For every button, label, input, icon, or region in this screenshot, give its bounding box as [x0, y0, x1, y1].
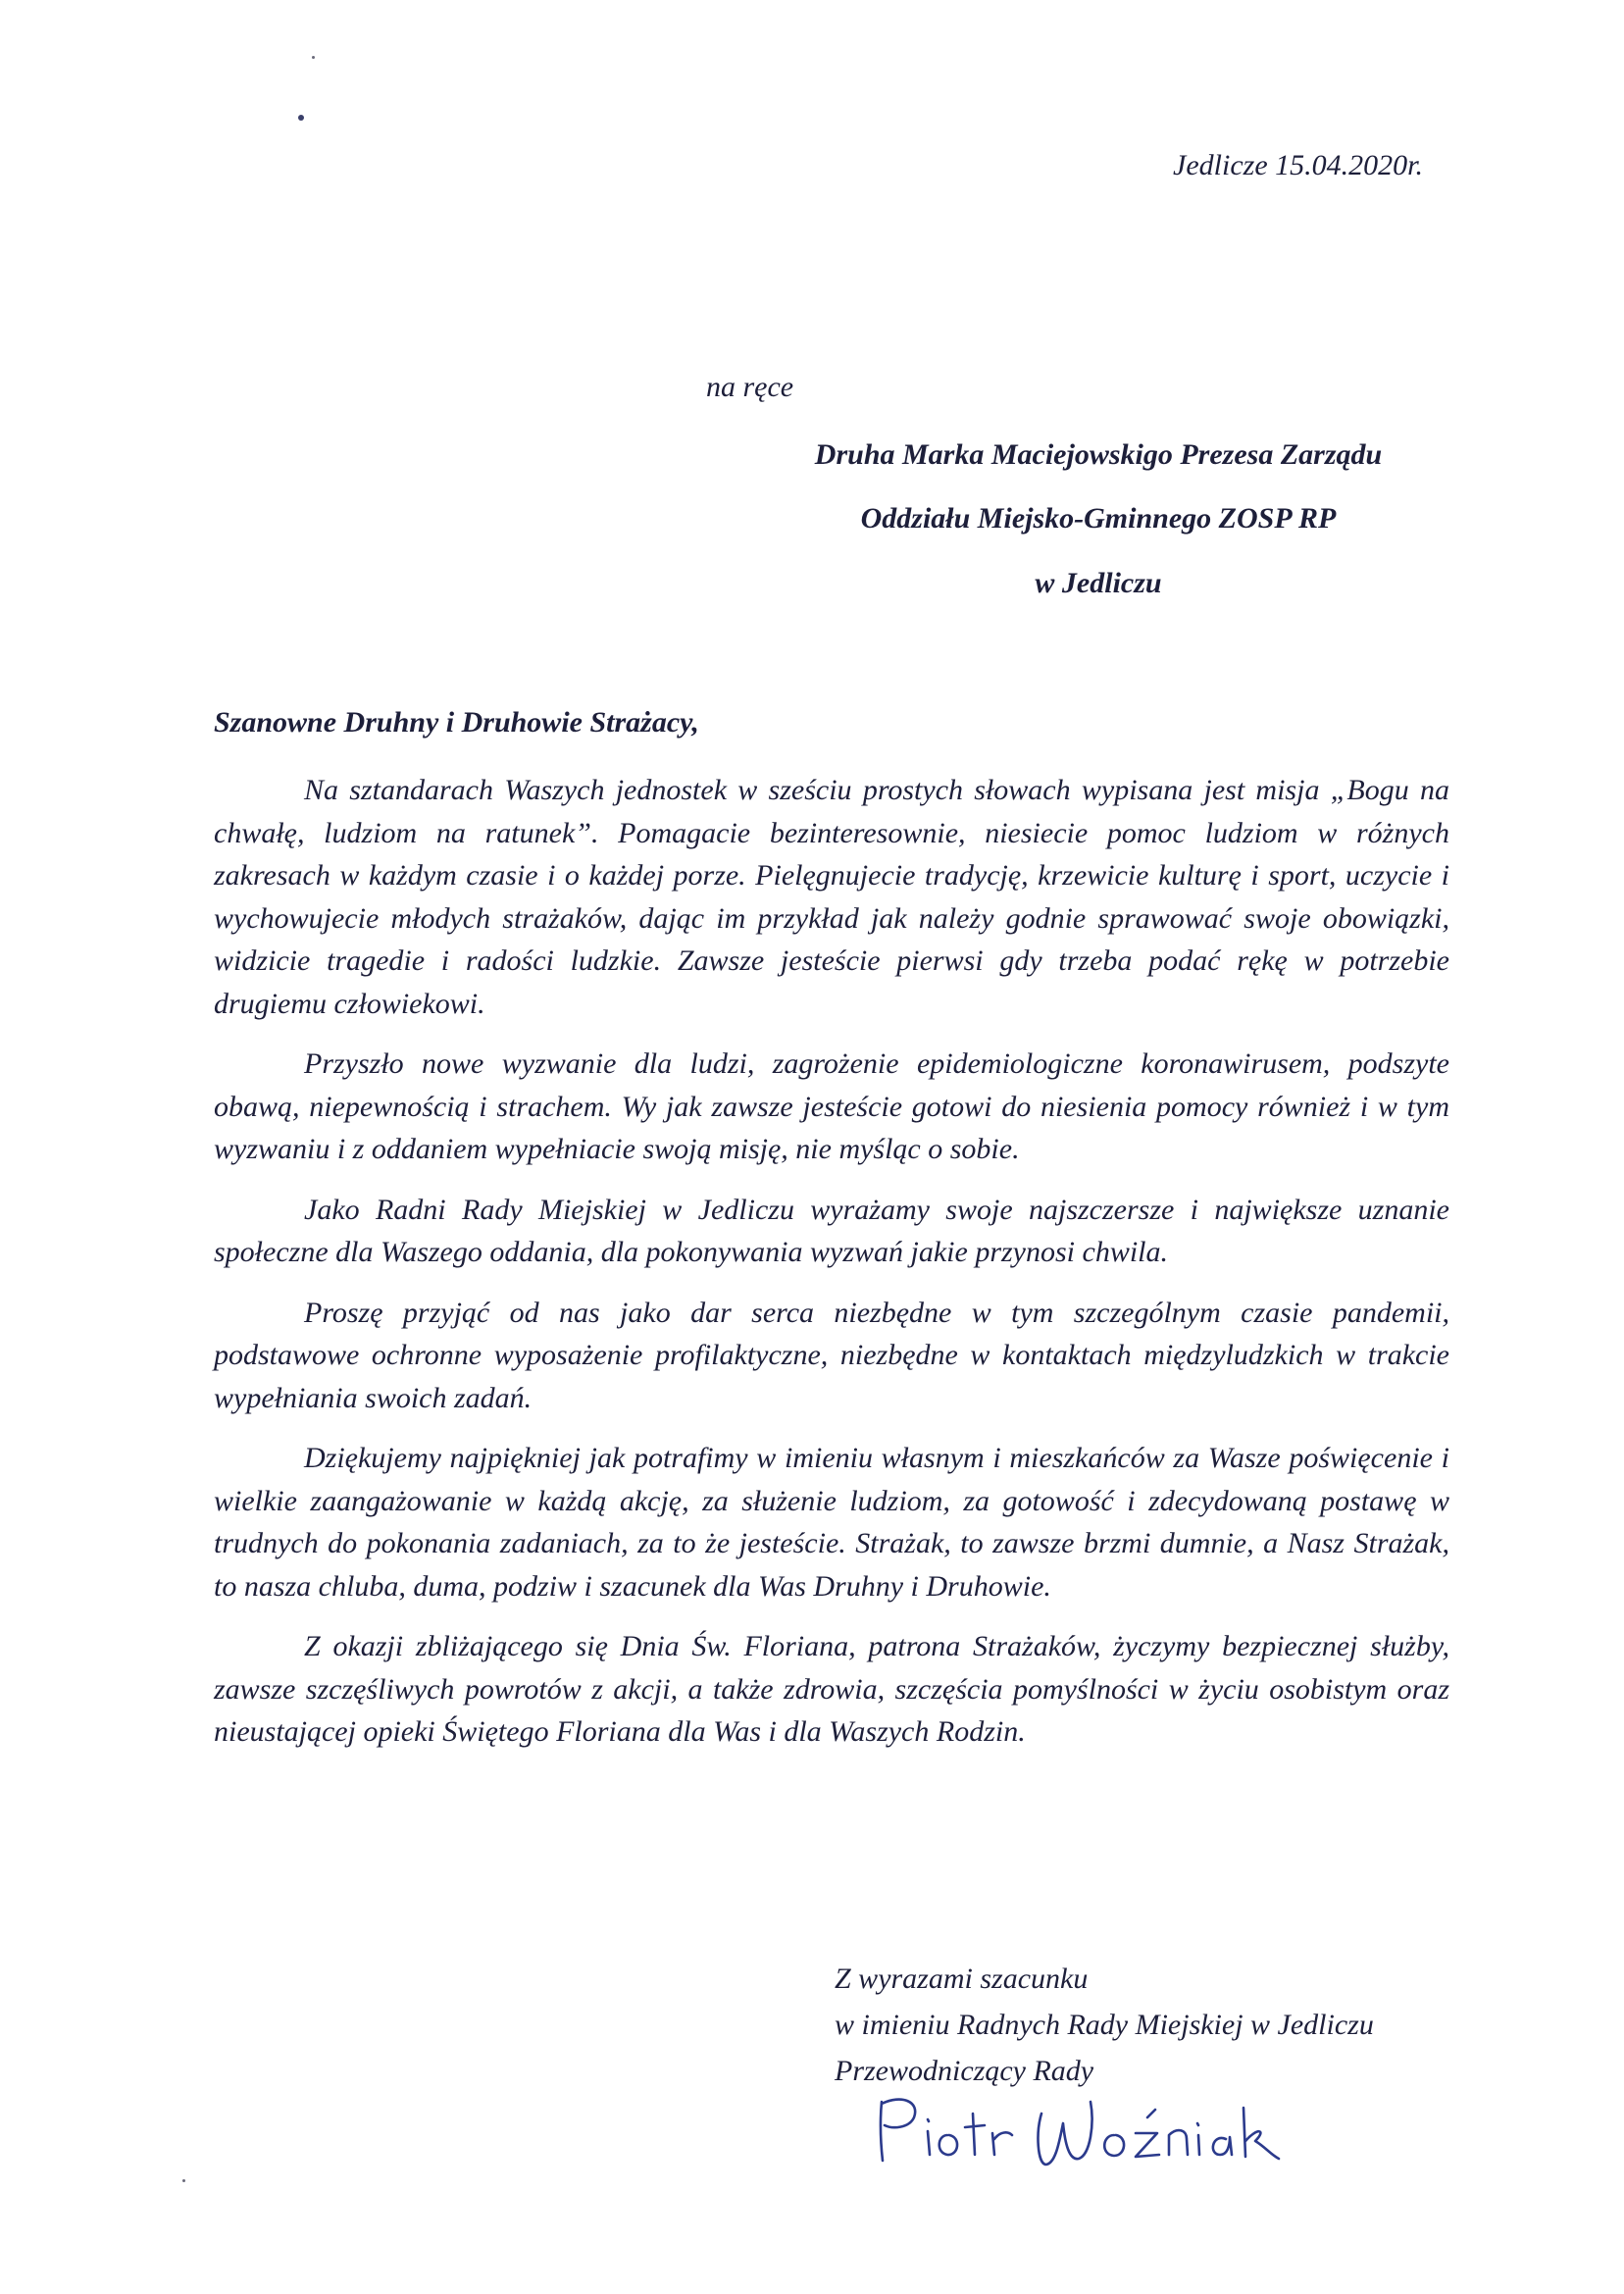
- body-paragraph: Dziękujemy najpiękniej jak potrafimy w imieniu własnym i mieszkańców za Wasze poświęcenie i wielkie zaangażowanie w każdą akcję, za służenie ludziom, za gotowość i zdecydowaną postawę w trudnych do pokonania zadaniach, za to że jesteście. Strażak, to zawsze brzmi dumnie, a Nasz Strażak, to nasza chluba, duma, podziw i szacunek dla Was Druhny i Druhowie.: [214, 1442, 1449, 1603]
- scan-speck: [312, 56, 315, 59]
- body-paragraph: Jako Radni Rady Miejskiej w Jedliczu wyrażamy swoje najszczersze i największe uznanie społeczne dla Waszego oddania, dla pokonywania wyzwań jakie przynosi chwila.: [214, 1193, 1449, 1268]
- closing-block: [835, 1956, 1374, 2094]
- attention-label: na ręce: [706, 371, 794, 403]
- body-paragraph: Proszę przyjąć od nas jako dar serca niezbędne w tym szczególnym czasie pandemii, podstawowe ochronne wyposażenie profilaktyczne, niezbędne w kontaktach międzyludzkich w trakcie wypełniania swoich zadań.: [214, 1296, 1449, 1414]
- closing-line-1: Z wyrazami szacunku: [835, 1963, 1089, 1995]
- closing-line-3: Przewodniczący Rady: [835, 2055, 1094, 2087]
- closing-line-2: w imieniu Radnych Rady Miejskiej w Jedliczu: [835, 2009, 1374, 2041]
- ink-dot: [298, 115, 304, 121]
- handwritten-signature: [863, 2084, 1294, 2172]
- letter-date: Jedlicze 15.04.2020r.: [1173, 149, 1423, 181]
- recipient-line-1: Druha Marka Maciejowskigo Prezesa Zarządu: [814, 438, 1383, 471]
- letter-body: [214, 769, 1449, 1771]
- body-paragraph: Z okazji zbliżającego się Dnia Św. Floriana, patrona Strażaków, życzymy bezpiecznej służby, zawsze szczęśliwych powrotów z akcji, a także zdrowia, szczęścia pomyślności w życiu osobistym oraz nieustającej opieki Świętego Floriana dla Was i dla Waszych Rodzin.: [214, 1630, 1449, 1748]
- salutation: Szanowne Druhny i Druhowie Strażacy,: [214, 706, 699, 739]
- recipient-line-3: w Jedliczu: [1035, 567, 1162, 599]
- recipient-line-2: Oddziału Miejsko-Gminnego ZOSP RP: [860, 502, 1337, 535]
- body-paragraph: Przyszło nowe wyzwanie dla ludzi, zagrożenie epidemiologiczne koronawirusem, podszyte obawą, niepewnością i strachem. Wy jak zawsze jesteście gotowi do niesienia pomocy również i w tym wyzwaniu i z oddaniem wypełniacie swoją misję, nie myśląc o sobie.: [214, 1047, 1449, 1165]
- body-paragraph: Na sztandarach Waszych jednostek w sześciu prostych słowach wypisana jest misja „Bogu na chwałę, ludziom na ratunek”. Pomagacie bezinteresownie, niesiecie pomoc ludziom w różnych zakresach w każdym czasie i o każdej porze. Pielęgnujecie tradycję, krzewicie kulturę i sport, uczycie i wychowujecie młodych strażaków, dając im przykład jak należy godnie sprawować swoje obowiązki, widzicie tragedie i radości ludzkie. Zawsze jesteście pierwsi gdy trzeba podać rękę w potrzebie drugiemu człowiekowi.: [214, 774, 1449, 1020]
- scan-speck: [182, 2179, 185, 2182]
